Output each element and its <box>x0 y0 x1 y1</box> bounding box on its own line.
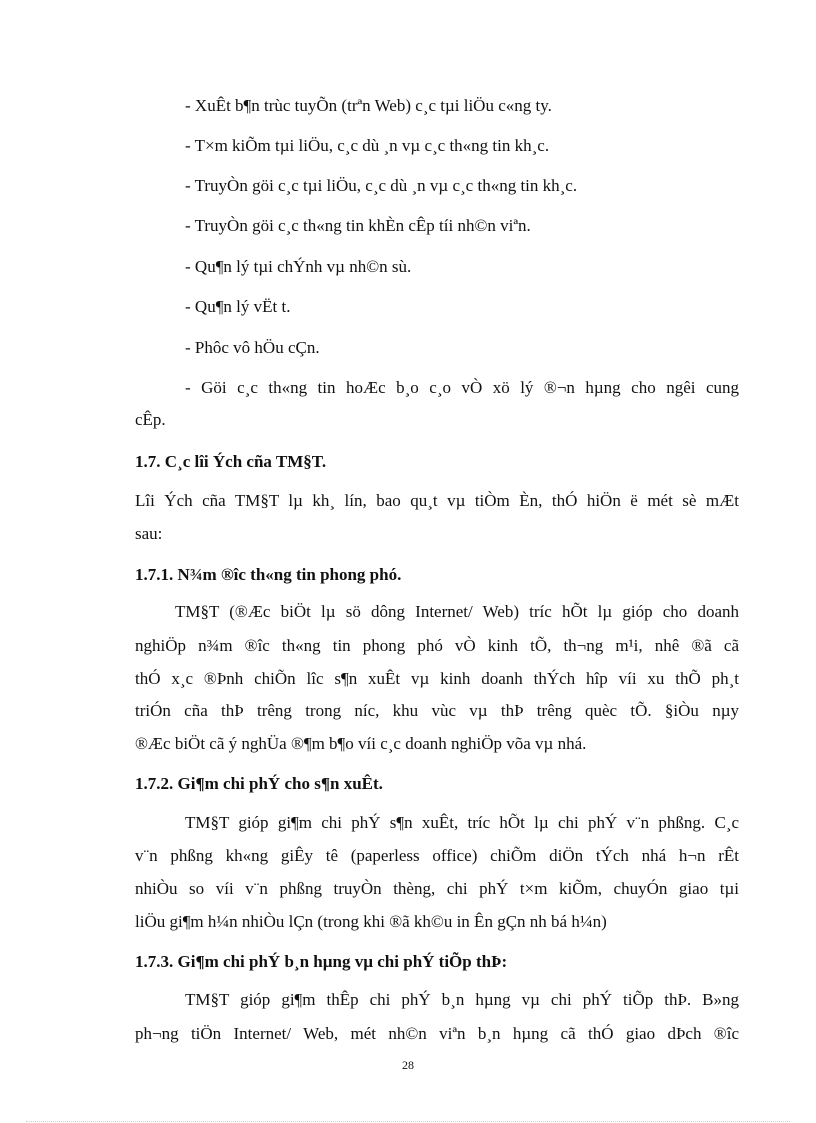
page-bottom-divider <box>26 1121 790 1122</box>
list-item: - XuÊt b¶n trùc tuyÕn (trªn Web) c¸c tµi liÖu c«ng ty. <box>185 96 552 115</box>
list-item: - TruyÒn göi c¸c tµi liÖu, c¸c dù ¸n vµ c¸c th«ng tin kh¸c. <box>185 176 578 195</box>
paragraph-line: TM§T gióp gi¶m thÊp chi phÝ b¸n hµng vµ chi phÝ tiÕp thÞ. B»ng <box>185 990 739 1009</box>
subsection-heading: 1.7.1. N¾m ®îc th«ng tin phong phó. <box>135 565 402 584</box>
list-item: - Phôc vô hÖu cÇn. <box>185 338 320 357</box>
paragraph-line: TM§T gióp gi¶m chi phÝ s¶n xuÊt, tríc hÕt lµ chi phÝ v¨n phßng. C¸c <box>185 813 739 832</box>
section-heading: 1.7. C¸c lîi Ých cña TM§T. <box>135 452 327 471</box>
list-item: - Qu¶n lý vËt t. <box>185 297 291 316</box>
paragraph-line: ph¬ng tiÖn Internet/ Web, mét nh©n viªn b¸n hµng cã thÓ giao dÞch ®îc <box>135 1024 739 1043</box>
subsection-heading: 1.7.3. Gi¶m chi phÝ b¸n hµng vµ chi phÝ tiÕp thÞ: <box>135 952 508 971</box>
paragraph-line: Lîi Ých cña TM§T lµ kh¸ lín, bao qu¸t vµ tiÒm Èn, thÓ hiÖn ë mét sè mÆt <box>135 491 739 510</box>
subsection-heading: 1.7.2. Gi¶m chi phÝ cho s¶n xuÊt. <box>135 774 383 793</box>
list-item: - TruyÒn göi c¸c th«ng tin khÈn cÊp tíi nh©n viªn. <box>185 216 531 235</box>
list-item: - T×m kiÕm tµi liÖu, c¸c dù ¸n vµ c¸c th«ng tin kh¸c. <box>185 136 550 155</box>
paragraph-line: nghiÖp n¾m ®îc th«ng tin phong phó vÒ kinh tÕ, th¬ng m¹i, nhê ®ã cã <box>135 636 739 655</box>
paragraph-line: triÓn cña thÞ trêng trong níc, khu vùc vµ thÞ trêng quèc tÕ. §iÒu nµy <box>135 701 739 720</box>
paragraph-line: sau: <box>135 524 163 543</box>
paragraph-line: TM§T (®Æc biÖt lµ sö dông Internet/ Web) tríc hÕt lµ gióp cho doanh <box>175 602 739 621</box>
paragraph-line: thÓ x¸c ®Þnh chiÕn lîc s¶n xuÊt vµ kinh doanh thÝch hîp víi xu thÕ ph¸t <box>135 669 739 688</box>
list-item: - Göi c¸c th«ng tin hoÆc b¸o c¸o vÒ xö lý ®¬n hµng cho ngêi cung <box>185 378 739 397</box>
paragraph-line: v¨n phßng kh«ng giÊy tê (paperless office) chiÕm diÖn tÝch nhá h¬n rÊt <box>135 846 739 865</box>
page-number: 28 <box>402 1058 414 1072</box>
list-item-continuation: cÊp. <box>135 410 166 429</box>
list-item: - Qu¶n lý tµi chÝnh vµ nh©n sù. <box>185 257 412 276</box>
paragraph-line: liÖu gi¶m h¼n nhiÒu lÇn (trong khi ®ã kh©u in Ên gÇn nh bá h¼n) <box>135 912 607 931</box>
paragraph-line: nhiÒu so víi v¨n phßng truyÒn thèng, chi phÝ t×m kiÕm, chuyÓn giao tµi <box>135 879 739 898</box>
paragraph-line: ®Æc biÖt cã ý nghÜa ®¶m b¶o víi c¸c doanh nghiÖp võa vµ nhá. <box>135 734 587 753</box>
